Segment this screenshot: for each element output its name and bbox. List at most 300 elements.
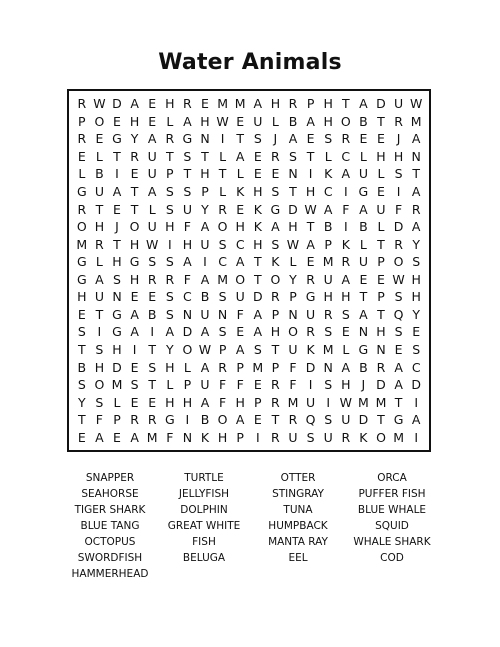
grid-letter: R <box>306 271 315 287</box>
grid-letter: H <box>129 271 140 287</box>
word-list-item: WHALE SHARK <box>353 536 431 548</box>
grid-letter: L <box>377 166 385 182</box>
grid-letter: S <box>183 148 192 164</box>
puzzle-title: Water Animals <box>158 50 342 75</box>
grid-letter: F <box>289 377 297 393</box>
grid-letter: E <box>148 113 157 129</box>
grid-letter: D <box>376 377 386 393</box>
grid-letter: U <box>358 166 368 182</box>
grid-letter: G <box>129 254 140 270</box>
grid-letter: L <box>219 148 227 164</box>
grid-letter: B <box>147 306 157 322</box>
grid-letter: E <box>113 113 121 129</box>
grid-letter: S <box>130 377 139 393</box>
grid-letter: L <box>113 394 121 410</box>
grid-letter: T <box>113 148 121 164</box>
grid-letter: Y <box>130 131 139 147</box>
grid-letter: P <box>271 306 280 322</box>
grid-letter: B <box>359 219 368 235</box>
grid-letter: S <box>165 254 174 270</box>
grid-letter: L <box>166 377 174 393</box>
grid-letter: A <box>341 271 351 287</box>
word-list-item: TIGER SHARK <box>74 504 146 516</box>
grid-letter: W <box>339 394 352 410</box>
grid-letter: C <box>218 254 227 270</box>
grid-letter: E <box>377 271 385 287</box>
grid-letter: R <box>130 412 139 428</box>
grid-letter: F <box>236 377 244 393</box>
grid-letter: T <box>377 306 385 322</box>
grid-letter: S <box>341 306 350 322</box>
grid-letter: M <box>410 113 422 129</box>
grid-letter: F <box>218 394 227 410</box>
grid-letter: F <box>95 412 103 428</box>
grid-letter: L <box>219 184 227 200</box>
grid-letter: F <box>183 219 191 235</box>
grid-letter: A <box>411 131 421 147</box>
grid-letter: S <box>394 324 403 340</box>
grid-letter: R <box>165 131 175 147</box>
grid-letter: U <box>94 289 104 305</box>
grid-letter: L <box>377 219 385 235</box>
grid-letter: O <box>270 271 281 287</box>
word-list-item: SWORDFISH <box>77 552 143 564</box>
grid-letter: E <box>95 131 104 147</box>
word-list-item: FISH <box>192 536 216 548</box>
grid-letter: D <box>112 359 122 375</box>
grid-letter: T <box>359 289 368 305</box>
grid-letter: N <box>323 359 333 375</box>
grid-letter: S <box>95 341 104 357</box>
grid-letter: R <box>323 306 333 322</box>
grid-letter: A <box>95 271 104 287</box>
grid-letter: E <box>359 131 368 147</box>
grid-letter: E <box>377 131 385 147</box>
grid-letter: M <box>322 254 334 270</box>
grid-letter: H <box>253 184 263 200</box>
grid-letter: U <box>323 429 333 445</box>
word-list-item: HAMMERHEAD <box>71 568 149 580</box>
grid-letter: I <box>150 324 155 340</box>
grid-letter: M <box>357 394 369 410</box>
grid-letter: O <box>393 254 404 270</box>
grid-letter: O <box>288 324 298 340</box>
grid-letter: E <box>377 184 385 200</box>
grid-letter: K <box>253 219 262 235</box>
word-list-item: DOLPHIN <box>180 504 228 516</box>
grid-letter: A <box>200 394 210 410</box>
grid-letter: T <box>165 148 174 164</box>
grid-letter: Y <box>412 306 421 322</box>
grid-letter: H <box>94 219 105 235</box>
grid-letter: T <box>306 148 315 164</box>
grid-letter: I <box>414 394 419 410</box>
grid-letter: W <box>392 271 405 287</box>
grid-letter: P <box>78 113 86 129</box>
grid-letter: R <box>394 236 403 252</box>
grid-letter: D <box>358 412 369 428</box>
grid-letter: N <box>112 289 122 305</box>
grid-letter: A <box>394 377 403 393</box>
grid-letter: A <box>130 306 139 322</box>
grid-letter: R <box>147 412 157 428</box>
grid-letter: H <box>200 113 210 129</box>
letter-grid <box>73 95 425 446</box>
grid-letter: W <box>286 236 300 252</box>
grid-letter: S <box>218 289 227 305</box>
word-list-item: MANTA RAY <box>268 536 328 548</box>
grid-letter: E <box>201 96 209 112</box>
grid-letter: M <box>322 341 334 357</box>
grid-letter: G <box>76 184 87 200</box>
grid-letter: O <box>340 113 351 129</box>
grid-letter: N <box>358 324 369 340</box>
grid-letter: R <box>271 429 280 445</box>
grid-letter: H <box>129 236 140 252</box>
grid-letter: M <box>375 394 387 410</box>
grid-letter: K <box>200 429 210 445</box>
grid-letter: G <box>270 201 281 217</box>
grid-letter: K <box>324 166 333 182</box>
grid-letter: P <box>236 359 244 375</box>
grid-letter: H <box>112 341 122 357</box>
grid-letter: I <box>115 166 119 182</box>
grid-letter: U <box>341 412 351 428</box>
grid-letter: N <box>182 429 193 445</box>
grid-letter: E <box>130 166 139 182</box>
grid-letter: N <box>411 148 421 164</box>
word-list-item: BELUGA <box>182 552 226 564</box>
grid-letter: R <box>271 394 280 410</box>
grid-letter: I <box>396 184 401 200</box>
grid-letter: T <box>148 341 157 357</box>
grid-letter: P <box>113 412 121 428</box>
grid-letter: S <box>394 166 403 182</box>
grid-letter: U <box>253 113 263 129</box>
grid-letter: D <box>376 96 386 112</box>
grid-letter: L <box>271 113 279 129</box>
word-list-item: TURTLE <box>184 472 224 484</box>
grid-letter: A <box>253 306 263 322</box>
grid-letter: H <box>270 324 281 340</box>
grid-letter: P <box>271 359 280 375</box>
grid-letter: A <box>130 96 139 112</box>
grid-letter: T <box>236 131 245 147</box>
grid-letter: G <box>112 324 122 340</box>
grid-letter: T <box>377 113 385 129</box>
grid-letter: M <box>234 96 246 112</box>
grid-letter: D <box>252 289 263 305</box>
grid-letter: I <box>167 236 172 252</box>
grid-letter: H <box>165 359 175 375</box>
grid-letter: K <box>359 429 368 445</box>
grid-letter: A <box>411 184 421 200</box>
grid-letter: A <box>183 254 192 270</box>
word-list-item: STINGRAY <box>272 488 324 500</box>
grid-letter: A <box>341 359 351 375</box>
grid-letter: O <box>217 219 228 235</box>
grid-letter: E <box>148 96 157 112</box>
grid-letter: T <box>77 412 86 428</box>
grid-letter: G <box>393 412 404 428</box>
grid-letter: P <box>166 166 174 182</box>
grid-letter: C <box>341 148 351 164</box>
grid-letter: H <box>112 254 122 270</box>
grid-letter: A <box>112 184 122 200</box>
grid-letter: S <box>218 324 227 340</box>
grid-letter: H <box>323 113 333 129</box>
grid-letter: C <box>183 289 192 305</box>
grid-letter: U <box>200 236 210 252</box>
grid-letter: A <box>130 324 139 340</box>
grid-letter: E <box>359 271 368 287</box>
grid-letter: S <box>324 377 333 393</box>
grid-letter: M <box>111 377 123 393</box>
grid-letter: A <box>271 219 280 235</box>
grid-letter: R <box>77 96 87 112</box>
grid-letter: H <box>94 359 105 375</box>
grid-letter: S <box>165 306 174 322</box>
grid-letter: W <box>93 96 106 112</box>
grid-letter: M <box>393 429 404 445</box>
grid-letter: E <box>253 148 262 164</box>
grid-letter: A <box>147 184 157 200</box>
word-list <box>63 470 439 582</box>
grid-letter: B <box>200 289 210 305</box>
grid-letter: E <box>271 166 280 182</box>
grid-letter: H <box>165 219 175 235</box>
grid-letter: I <box>414 429 419 445</box>
grid-letter: R <box>165 271 175 287</box>
grid-letter: L <box>95 254 103 270</box>
grid-letter: G <box>76 254 87 270</box>
grid-letter: I <box>326 394 331 410</box>
grid-letter: Y <box>289 271 297 287</box>
grid-letter: Y <box>165 341 174 357</box>
grid-letter: L <box>359 148 367 164</box>
grid-letter: R <box>77 131 87 147</box>
grid-letter: L <box>166 113 174 129</box>
grid-letter: R <box>341 254 351 270</box>
grid-letter: D <box>393 219 404 235</box>
grid-letter: S <box>95 394 104 410</box>
grid-letter: M <box>287 394 299 410</box>
grid-letter: J <box>115 219 119 235</box>
grid-letter: N <box>182 306 193 322</box>
grid-letter: B <box>359 113 368 129</box>
grid-letter: J <box>273 131 278 147</box>
grid-letter: A <box>323 201 333 217</box>
grid-letter: R <box>130 148 139 164</box>
grid-letter: B <box>288 113 298 129</box>
grid-letter: O <box>129 219 140 235</box>
grid-letter: B <box>77 359 87 375</box>
grid-letter: E <box>236 324 245 340</box>
grid-letter: I <box>343 219 348 235</box>
grid-letter: R <box>306 324 315 340</box>
grid-letter: G <box>112 131 122 147</box>
grid-letter: H <box>341 289 351 305</box>
grid-letter: E <box>77 306 86 322</box>
word-list-item: HUMPBACK <box>268 520 328 532</box>
grid-letter: U <box>288 341 298 357</box>
word-list-item: EEL <box>288 552 308 564</box>
grid-letter: W <box>304 201 317 217</box>
grid-letter: Q <box>305 412 316 428</box>
grid-letter: I <box>308 377 313 393</box>
grid-letter: A <box>200 324 210 340</box>
grid-letter: A <box>306 113 315 129</box>
grid-letter: N <box>217 306 228 322</box>
grid-letter: I <box>132 341 137 357</box>
grid-letter: N <box>288 166 298 182</box>
grid-letter: F <box>166 429 174 445</box>
grid-letter: M <box>217 96 228 112</box>
grid-letter: A <box>147 131 157 147</box>
grid-letter: C <box>235 236 245 252</box>
grid-letter: E <box>306 254 315 270</box>
grid-letter: H <box>323 96 333 112</box>
grid-letter: S <box>253 131 262 147</box>
grid-letter: A <box>288 131 298 147</box>
grid-letter: S <box>77 377 86 393</box>
grid-letter: L <box>183 359 191 375</box>
grid-letter: R <box>271 289 280 305</box>
grid-letter: R <box>288 96 298 112</box>
grid-letter: F <box>218 377 227 393</box>
grid-letter: A <box>183 113 192 129</box>
grid-letter: A <box>359 201 368 217</box>
grid-letter: H <box>411 289 421 305</box>
grid-letter: F <box>289 359 297 375</box>
grid-letter: R <box>77 201 87 217</box>
grid-letter: S <box>306 429 315 445</box>
grid-letter: R <box>341 429 351 445</box>
grid-letter: I <box>343 184 348 200</box>
grid-letter: S <box>77 324 86 340</box>
word-list-item: OCTOPUS <box>84 536 136 548</box>
grid-letter: D <box>182 324 193 340</box>
grid-letter: N <box>200 131 210 147</box>
grid-letter: E <box>113 429 121 445</box>
grid-letter: S <box>324 131 333 147</box>
grid-letter: U <box>358 254 368 270</box>
grid-letter: Y <box>77 394 86 410</box>
grid-letter: R <box>271 148 280 164</box>
grid-letter: T <box>341 96 350 112</box>
grid-letter: U <box>147 166 157 182</box>
grid-letter: K <box>306 341 315 357</box>
grid-letter: E <box>77 429 86 445</box>
grid-letter: E <box>113 201 121 217</box>
grid-letter: H <box>323 289 333 305</box>
grid-letter: U <box>306 306 316 322</box>
grid-letter: U <box>200 377 210 393</box>
grid-letter: Q <box>393 306 404 322</box>
grid-letter: P <box>183 377 192 393</box>
grid-letter: H <box>129 113 140 129</box>
grid-letter: C <box>323 184 333 200</box>
grid-letter: F <box>394 201 403 217</box>
grid-letter: S <box>289 148 297 164</box>
grid-letter: L <box>289 254 297 270</box>
grid-letter: T <box>113 236 121 252</box>
grid-letter: U <box>147 148 157 164</box>
grid-letter: I <box>185 412 190 428</box>
grid-letter: T <box>77 341 86 357</box>
grid-letter: T <box>130 201 139 217</box>
grid-letter: F <box>183 271 191 287</box>
grid-letter: P <box>377 289 385 305</box>
grid-letter: I <box>308 166 313 182</box>
grid-letter: H <box>235 219 245 235</box>
grid-letter: D <box>411 377 422 393</box>
grid-letter: R <box>394 113 403 129</box>
grid-letter: M <box>217 271 228 287</box>
grid-letter: B <box>359 359 368 375</box>
grid-letter: S <box>394 289 403 305</box>
grid-letter: O <box>376 429 386 445</box>
grid-letter: H <box>200 166 210 182</box>
grid-letter: B <box>323 219 333 235</box>
grid-letter: H <box>182 394 193 410</box>
grid-letter: F <box>342 201 350 217</box>
grid-letter: A <box>306 236 315 252</box>
grid-letter: G <box>358 184 369 200</box>
grid-letter: S <box>183 184 192 200</box>
grid-letter: S <box>412 254 421 270</box>
grid-letter: A <box>235 412 245 428</box>
grid-letter: R <box>218 201 227 217</box>
grid-letter: O <box>94 377 105 393</box>
grid-letter: K <box>271 254 280 270</box>
grid-letter: S <box>148 254 157 270</box>
word-list-item: BLUE TANG <box>80 520 140 532</box>
grid-letter: H <box>376 148 386 164</box>
grid-letter: T <box>148 377 157 393</box>
grid-letter: T <box>183 166 192 182</box>
grid-letter: A <box>165 324 175 340</box>
grid-letter: R <box>183 96 192 112</box>
grid-letter: E <box>253 166 262 182</box>
grid-letter: S <box>165 184 174 200</box>
grid-letter: P <box>218 341 227 357</box>
grid-letter: S <box>324 324 333 340</box>
grid-letter: R <box>341 131 351 147</box>
grid-letter: P <box>289 289 297 305</box>
word-list-item: TUNA <box>283 504 313 516</box>
grid-letter: N <box>376 341 386 357</box>
grid-letter: H <box>165 96 175 112</box>
grid-letter: E <box>236 201 245 217</box>
grid-letter: L <box>148 201 156 217</box>
grid-letter: A <box>253 96 263 112</box>
word-list-item: ORCA <box>377 472 407 484</box>
grid-letter: L <box>95 148 103 164</box>
grid-letter: T <box>95 201 104 217</box>
grid-letter: M <box>76 236 88 252</box>
grid-letter: E <box>394 341 403 357</box>
grid-letter: A <box>359 96 368 112</box>
grid-letter: E <box>253 377 262 393</box>
grid-letter: H <box>253 236 263 252</box>
grid-letter: P <box>377 254 385 270</box>
grid-letter: T <box>412 166 421 182</box>
grid-letter: U <box>394 96 404 112</box>
grid-letter: U <box>94 184 104 200</box>
grid-letter: W <box>198 341 212 357</box>
grid-letter: J <box>361 377 366 393</box>
